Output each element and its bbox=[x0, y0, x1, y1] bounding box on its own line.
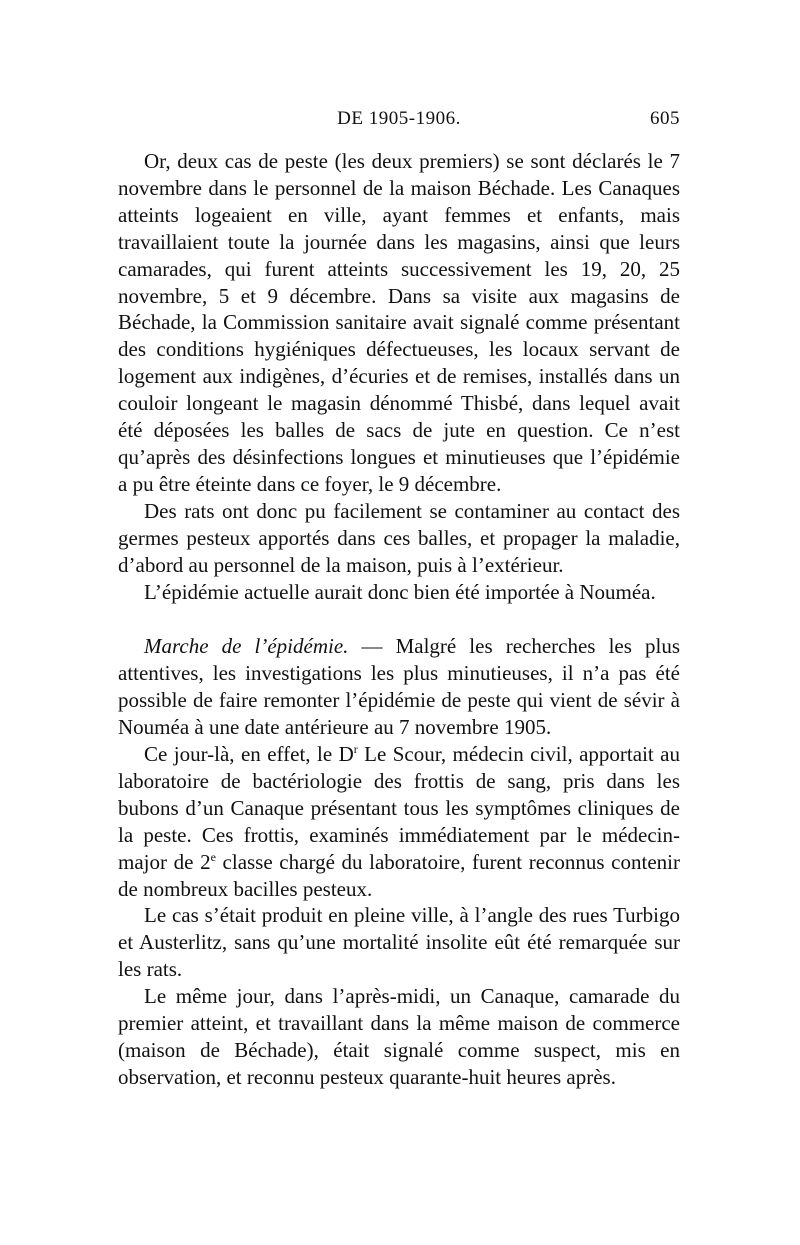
paragraph-first-case bbox=[118, 741, 680, 902]
section-title: Marche de l’épidémie. bbox=[144, 634, 349, 659]
paragraph-importation: L’épidémie actuelle aurait donc bien été importée à Nouméa. bbox=[144, 579, 656, 604]
classe-superscript: e bbox=[210, 849, 216, 864]
running-head-title: DE 1905-1906. bbox=[337, 108, 461, 129]
section-dash: — bbox=[348, 634, 396, 659]
body-text bbox=[118, 148, 680, 1091]
paragraph-rats-contamination: Des rats ont donc pu facilement se contaminer au contact des germes pesteux apportés dans ces balles, et propager la maladie, d’abord au personnel de la maison, puis à l’extérieur. bbox=[118, 498, 680, 577]
page-number: 605 bbox=[650, 108, 680, 129]
first-case-text-middle: Le Scour, médecin civil, apportait au laboratoire de bactériologie des frottis de sang, pris dans les bubons d’un Canaque présentant tous les symptômes cliniques de la peste. Ces frottis, examinés immédiatement par le médecin-major de 2 bbox=[118, 742, 680, 874]
paragraph-second-case: Le même jour, dans l’après-midi, un Canaque, camarade du premier atteint, et travaillant dans la même maison de commerce (maison de Béchade), était signalé comme suspect, mis en observation, et reconnu pesteux quarante-huit heures après. bbox=[118, 984, 680, 1089]
paragraph-section-marche bbox=[118, 633, 680, 741]
first-case-text-start: Ce jour-là, en effet, le D bbox=[144, 742, 354, 767]
first-case-text-end: classe chargé du laboratoire, furent reconnus contenir de nombreux bacilles pesteux. bbox=[118, 849, 680, 901]
section-intro-text: Malgré les recherches les plus attentives, les investigations les plus minutieuses, il n’a pas été possible de faire remonter l’épidémie de peste qui vient de sévir à Nouméa à une date antérieure au 7 novembre 1905. bbox=[118, 634, 680, 740]
paragraph-location: Le cas s’était produit en pleine ville, à l’angle des rues Turbigo et Austerlitz, sans qu’une mortalité insolite eût été remarquée sur les rats. bbox=[118, 903, 680, 982]
doctor-superscript: r bbox=[353, 742, 358, 757]
paragraph-peste-cases: Or, deux cas de peste (les deux premiers) se sont déclarés le 7 novembre dans le personnel de la maison Béchade. Les Canaques atteints logeaient en ville, ayant femmes et enfants, mais travaillaient toute la journée dans les magasins, ainsi que leurs camarades, qui furent atteints successivement les 19, 20, 25 novembre, 5 et 9 décembre. Dans sa visite aux magasins de Béchade, la Commission sanitaire avait signalé comme présentant des conditions hygiéniques défectueuses, les locaux servant de logement aux indigènes, d’écuries et de remises, installés dans un couloir longeant le magasin dénommé Thisbé, dans lequel avait été déposées les balles de sacs de jute en question. Ce n’est qu’après des désinfections longues et minutieuses que l’épidémie a pu être éteinte dans ce foyer, le 9 décembre. bbox=[118, 149, 680, 496]
running-head bbox=[118, 108, 680, 134]
